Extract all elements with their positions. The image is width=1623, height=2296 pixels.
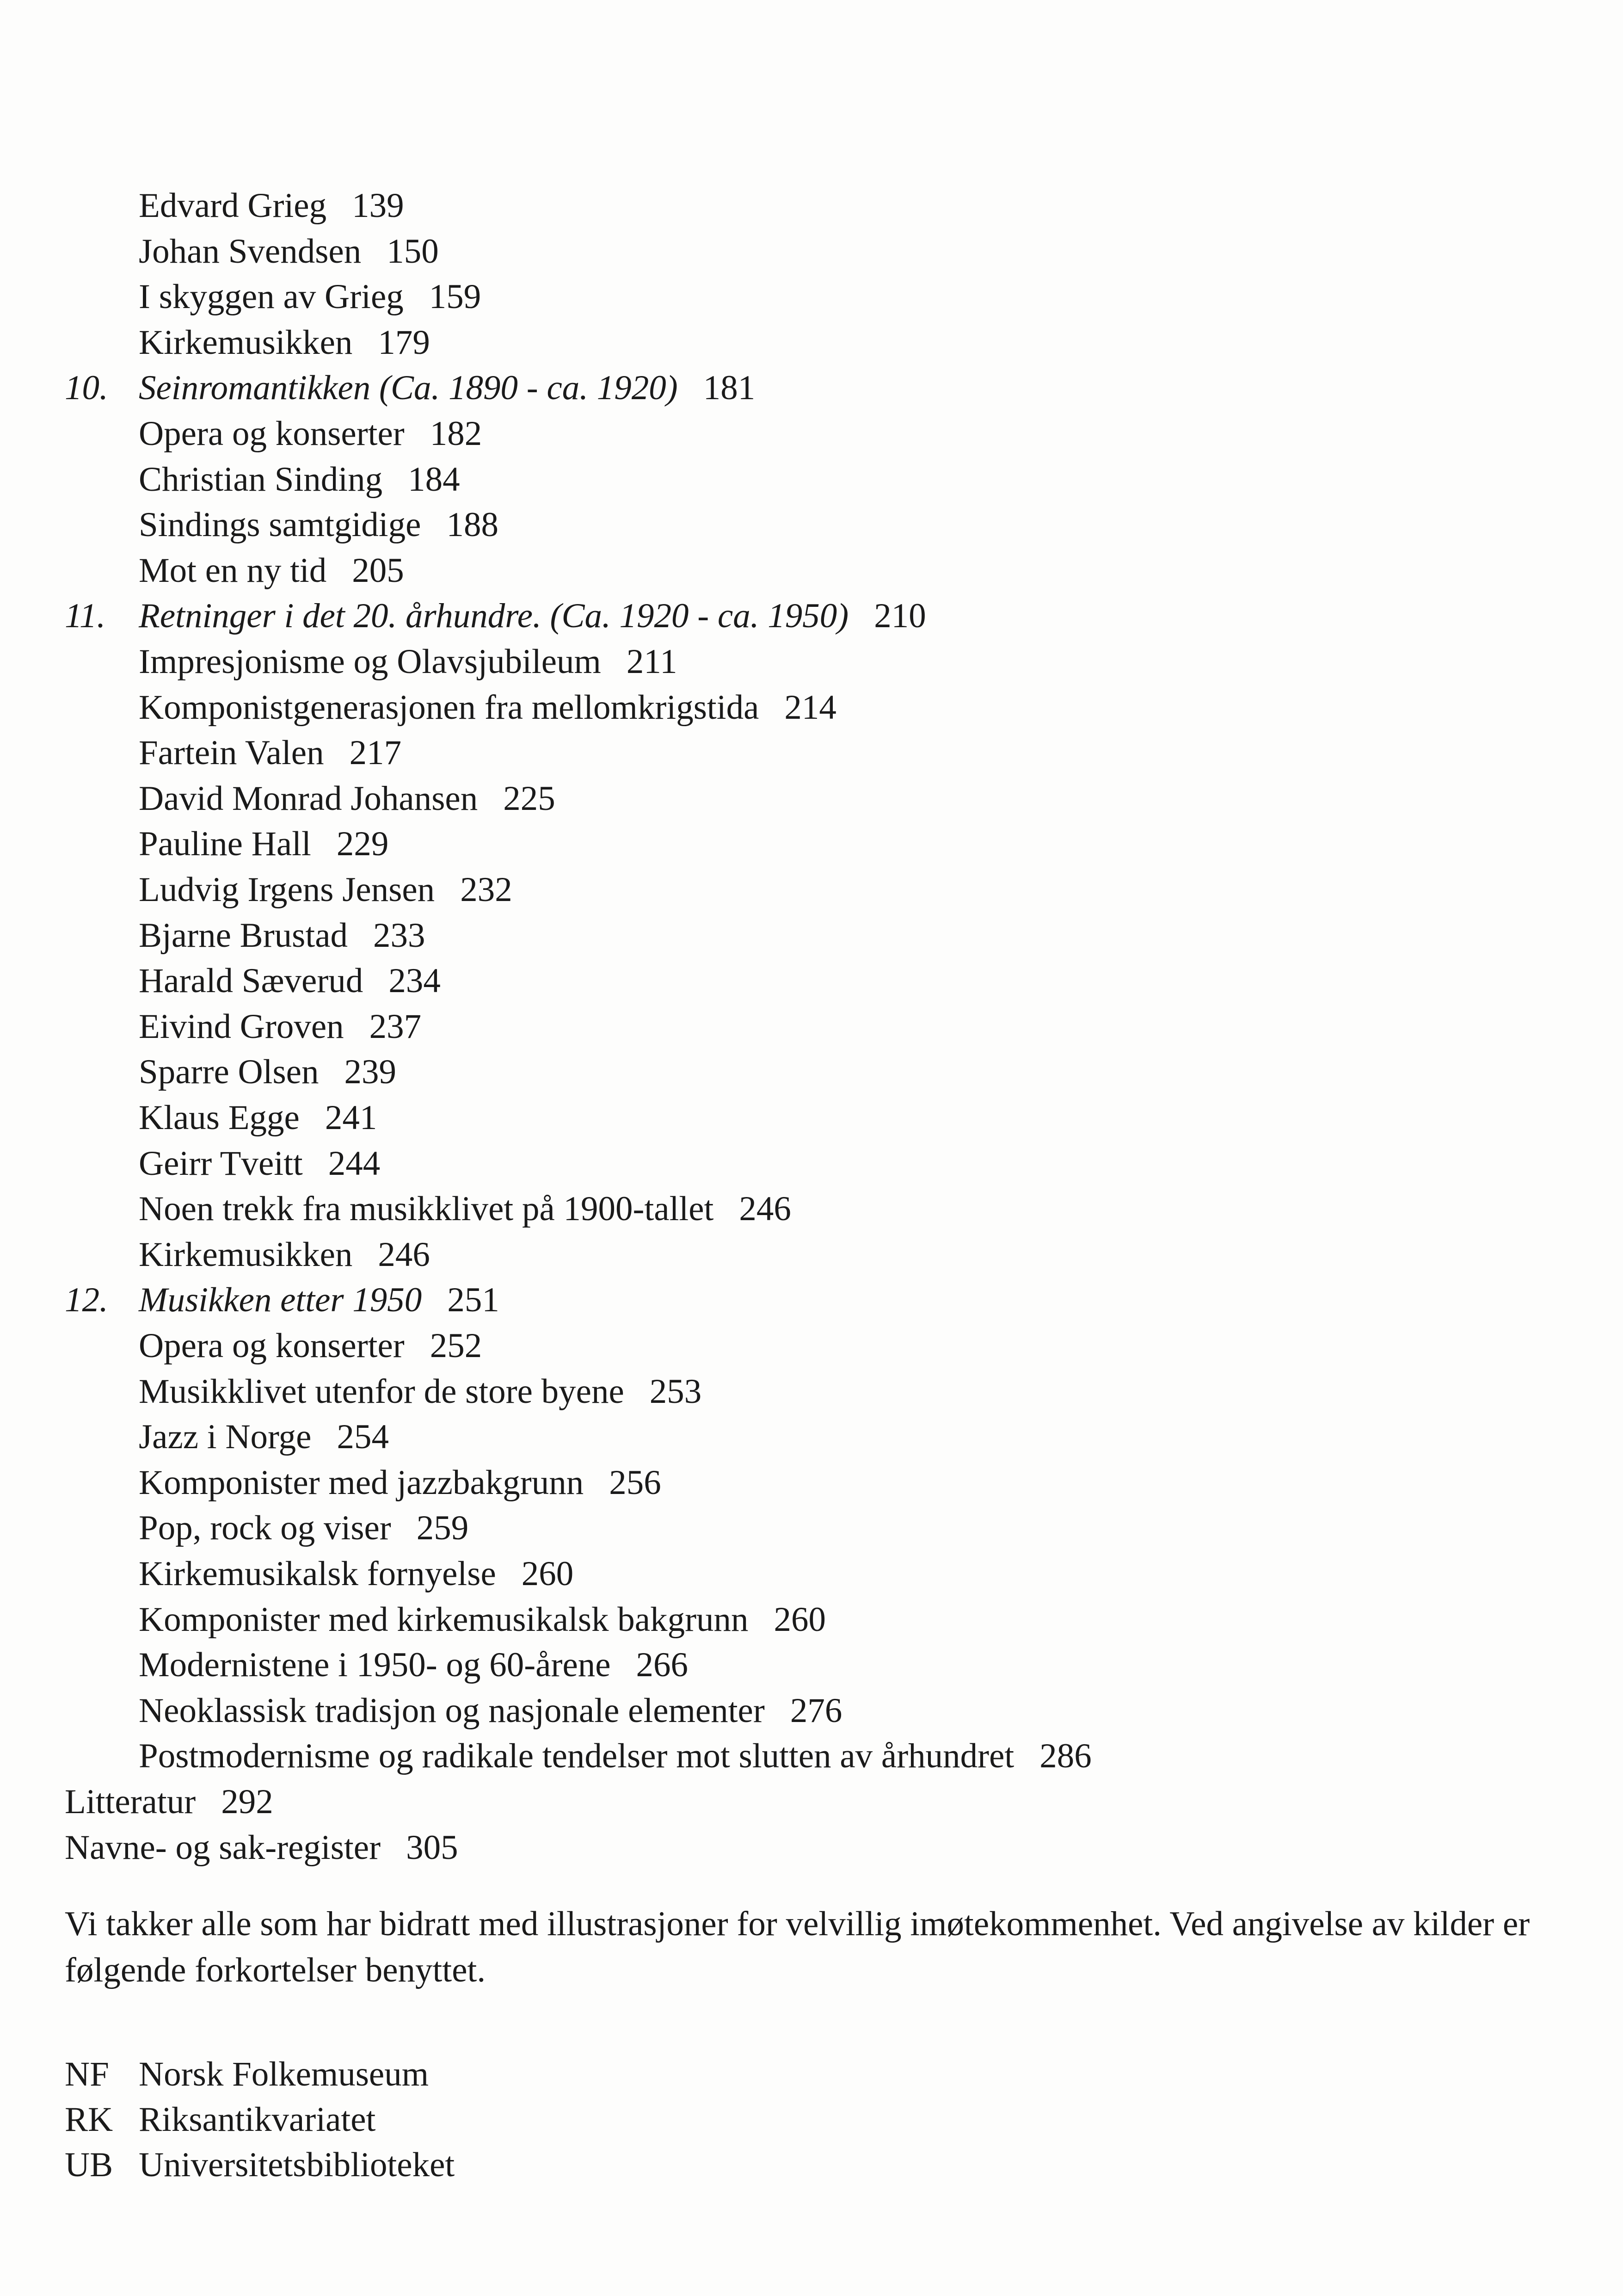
toc-chapter-entry xyxy=(139,595,926,637)
toc-entry-title: Impresjonisme og Olavsjubileum xyxy=(139,642,601,681)
toc-entry-page: 229 xyxy=(336,825,389,864)
abbreviation-name: Norsk Folkemuseum xyxy=(139,2055,429,2093)
toc-entry xyxy=(139,276,481,318)
toc-entry xyxy=(139,413,482,455)
toc-entry-title: Bjarne Brustad xyxy=(139,916,348,955)
toc-entry-page: 232 xyxy=(460,870,512,909)
toc-entry xyxy=(139,231,439,272)
toc-entry-title: Kirkemusikken xyxy=(139,323,353,362)
abbreviation-row xyxy=(65,2054,429,2095)
toc-entry-title: Neoklassisk tradisjon og nasjonale elementer xyxy=(139,1691,765,1730)
toc-entry xyxy=(139,1325,482,1367)
toc-entry-page: 244 xyxy=(328,1144,381,1183)
toc-entry-page: 205 xyxy=(352,551,404,590)
toc-entry xyxy=(139,1097,377,1139)
toc-entry xyxy=(139,915,425,957)
toc-entry-title: Klaus Egge xyxy=(139,1099,300,1137)
toc-entry xyxy=(139,504,498,546)
toc-entry-title: Musikken etter 1950 xyxy=(139,1281,422,1320)
toc-entry-page: 256 xyxy=(609,1463,661,1502)
abbreviation-code: RK xyxy=(65,2100,113,2139)
toc-entry-page: 182 xyxy=(430,414,482,453)
toc-entry xyxy=(139,459,460,500)
toc-entry-page: 251 xyxy=(447,1281,499,1320)
toc-entry-page: 184 xyxy=(408,460,460,499)
toc-entry xyxy=(139,1553,573,1595)
toc-entry-title: Sindings samtgidige xyxy=(139,506,421,544)
toc-entry-page: 259 xyxy=(416,1509,469,1548)
toc-entry xyxy=(139,960,441,1002)
toc-entry-page: 181 xyxy=(703,369,756,407)
toc-entry-page: 139 xyxy=(352,186,404,225)
toc-entry-page: 266 xyxy=(636,1646,689,1685)
toc-entry-title: Postmodernisme og radikale tendelser mot slutten av århundret xyxy=(139,1737,1014,1776)
toc-entry-title: Eivind Groven xyxy=(139,1007,344,1046)
toc-entry xyxy=(139,1507,468,1549)
toc-entry-page: 234 xyxy=(388,962,441,1000)
chapter-number: 10. xyxy=(65,369,108,407)
abbreviation-code: NF xyxy=(65,2055,109,2093)
toc-entry-page: 159 xyxy=(429,278,481,316)
toc-entry-title: Geirr Tveitt xyxy=(139,1144,303,1183)
toc-entry-page: 276 xyxy=(790,1691,842,1730)
toc-entry-page: 217 xyxy=(349,734,402,772)
toc-entry-page: 254 xyxy=(337,1418,389,1457)
toc-chapter-entry xyxy=(139,1279,499,1321)
toc-entry-title: Sparre Olsen xyxy=(139,1053,319,1092)
toc-entry xyxy=(139,1006,421,1048)
toc-entry-page: 150 xyxy=(387,232,439,271)
toc-entry-page: 246 xyxy=(739,1190,791,1228)
toc-entry xyxy=(139,1416,389,1458)
toc-entry-title: Jazz i Norge xyxy=(139,1418,312,1457)
toc-entry xyxy=(65,1781,273,1823)
toc-entry xyxy=(139,1462,661,1504)
toc-entry xyxy=(139,1690,842,1732)
toc-chapter-entry xyxy=(139,367,755,409)
acknowledgement-text: Vi takker alle som har bidratt med illustrasjoner for velvillig imøtekommenhet. Ved angivelse av kilder er følgende forkortelser benyttet. xyxy=(65,1905,1530,1989)
chapter-number: 11. xyxy=(65,597,106,636)
toc-entry-title: Opera og konserter xyxy=(139,1327,405,1365)
toc-entry-title: Litteratur xyxy=(65,1783,196,1821)
abbreviation-name: Universitetsbiblioteket xyxy=(139,2146,455,2184)
toc-entry xyxy=(139,322,430,364)
toc-entry-title: Navne- og sak-register xyxy=(65,1828,381,1867)
toc-entry-page: 246 xyxy=(378,1235,430,1274)
toc-entry-page: 292 xyxy=(221,1783,273,1821)
chapter-number: 12. xyxy=(65,1281,108,1320)
toc-entry xyxy=(139,1371,701,1413)
toc-entry-title: Ludvig Irgens Jensen xyxy=(139,870,435,909)
toc-entry xyxy=(139,185,404,227)
toc-entry-page: 210 xyxy=(874,597,926,636)
abbreviation-name: Riksantikvariatet xyxy=(139,2100,376,2139)
toc-entry-page: 260 xyxy=(774,1600,826,1639)
toc-entry-page: 241 xyxy=(325,1099,377,1137)
toc-entry xyxy=(139,1735,1092,1777)
toc-entry-page: 253 xyxy=(649,1372,702,1411)
toc-entry xyxy=(139,687,836,728)
abbreviation-row xyxy=(65,2144,455,2186)
toc-entry xyxy=(139,869,512,911)
toc-entry-title: Noen trekk fra musikklivet på 1900-tallet xyxy=(139,1190,714,1228)
toc-entry-title: Edvard Grieg xyxy=(139,186,327,225)
toc-entry-title: Pauline Hall xyxy=(139,825,311,864)
toc-entry-page: 179 xyxy=(378,323,430,362)
toc-entry-title: Mot en ny tid xyxy=(139,551,327,590)
toc-entry-title: Komponister med jazzbakgrunn xyxy=(139,1463,584,1502)
toc-entry-page: 233 xyxy=(373,916,425,955)
toc-entry xyxy=(139,778,555,820)
toc-entry-page: 237 xyxy=(369,1007,422,1046)
abbreviation-code: UB xyxy=(65,2146,113,2184)
toc-entry-title: Komponister med kirkemusikalsk bakgrunn xyxy=(139,1600,749,1639)
toc-entry-page: 252 xyxy=(430,1327,482,1365)
toc-entry-page: 260 xyxy=(521,1555,574,1593)
toc-entry xyxy=(65,1827,458,1869)
toc-entry-title: Johan Svendsen xyxy=(139,232,362,271)
toc-entry xyxy=(139,1143,380,1185)
toc-entry-page: 239 xyxy=(344,1053,396,1092)
toc-entry-page: 225 xyxy=(503,779,555,818)
toc-entry-page: 188 xyxy=(446,506,498,544)
toc-entry-title: Komponistgenerasjonen fra mellomkrigstida xyxy=(139,688,759,727)
toc-entry-title: Kirkemusikken xyxy=(139,1235,353,1274)
toc-entry-page: 286 xyxy=(1039,1737,1092,1776)
toc-entry-title: Pop, rock og viser xyxy=(139,1509,391,1548)
toc-entry-title: David Monrad Johansen xyxy=(139,779,478,818)
toc-entry-title: Harald Sæverud xyxy=(139,962,363,1000)
toc-entry-title: I skyggen av Grieg xyxy=(139,278,404,316)
toc-entry-title: Kirkemusikalsk fornyelse xyxy=(139,1555,496,1593)
toc-entry xyxy=(139,1051,396,1093)
abbreviation-row xyxy=(65,2099,375,2141)
toc-entry-title: Seinromantikken (Ca. 1890 - ca. 1920) xyxy=(139,369,678,407)
toc-entry-title: Retninger i det 20. århundre. (Ca. 1920 - ca. 1950) xyxy=(139,597,849,636)
toc-entry xyxy=(139,732,401,774)
toc-entry-page: 305 xyxy=(406,1828,458,1867)
toc-entry-title: Christian Sinding xyxy=(139,460,383,499)
toc-entry xyxy=(139,550,404,592)
toc-entry-title: Modernistene i 1950- og 60-årene xyxy=(139,1646,611,1685)
toc-entry-title: Fartein Valen xyxy=(139,734,324,772)
toc-entry xyxy=(139,823,388,865)
toc-entry-page: 211 xyxy=(626,642,677,681)
toc-entry xyxy=(139,1644,688,1686)
toc-entry xyxy=(139,1599,826,1641)
toc-entry xyxy=(139,1234,430,1276)
toc-entry-title: Musikklivet utenfor de store byene xyxy=(139,1372,624,1411)
toc-entry xyxy=(139,641,677,683)
toc-entry xyxy=(139,1188,791,1230)
toc-entry-page: 214 xyxy=(784,688,836,727)
toc-entry-title: Opera og konserter xyxy=(139,414,405,453)
